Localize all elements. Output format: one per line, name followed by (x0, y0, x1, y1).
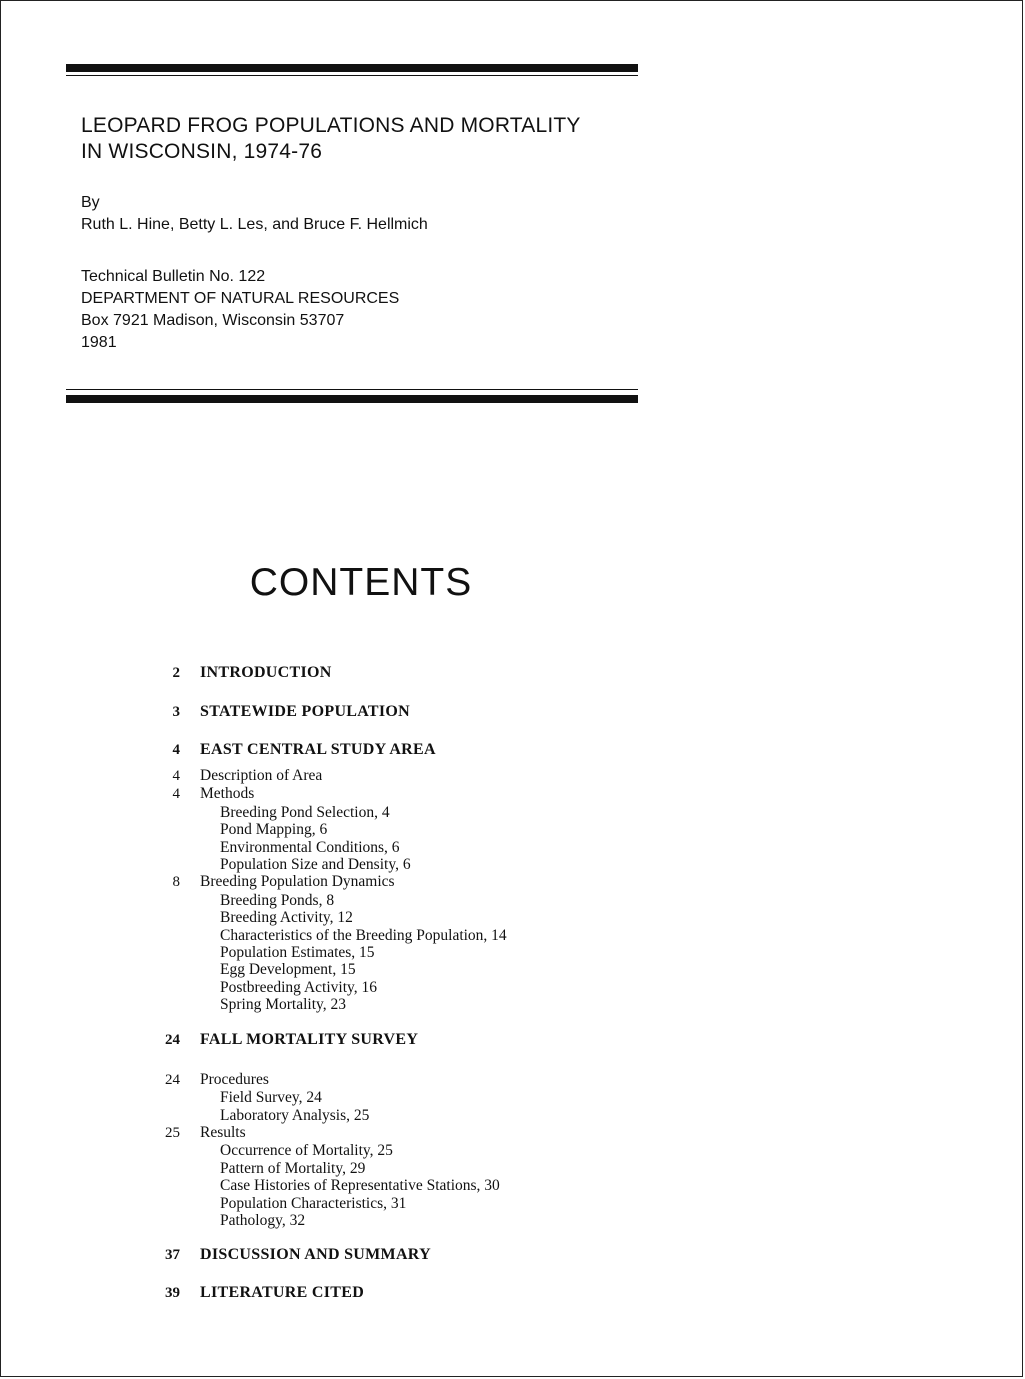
toc-label: STATEWIDE POPULATION (200, 703, 411, 720)
toc-page-number: 24 (165, 1031, 180, 1048)
toc-label: Case Histories of Representative Stations, 30 (220, 1177, 500, 1195)
toc-label: Occurrence of Mortality, 25 (220, 1142, 393, 1160)
toc-label: Population Estimates, 15 (220, 944, 375, 962)
toc-entry-description-of-area (150, 767, 650, 785)
toc-subentry (150, 856, 650, 873)
toc-label: Description of Area (200, 767, 323, 784)
toc-label: Laboratory Analysis, 25 (220, 1106, 370, 1124)
address: Box 7921 Madison, Wisconsin 53707 (81, 312, 345, 329)
table-of-contents (150, 661, 650, 1305)
publication-info (81, 266, 399, 354)
toc-label: LITERATURE CITED (200, 1284, 365, 1302)
toc-label: Characteristics of the Breeding Population, 14 (220, 926, 507, 944)
toc-subentry (150, 892, 650, 909)
toc-subentry (150, 1107, 650, 1124)
toc-entry-statewide-population (150, 700, 650, 724)
department-name: DEPARTMENT OF NATURAL RESOURCES (81, 290, 400, 307)
toc-entry-fall-mortality-survey (150, 1028, 650, 1052)
toc-page-number: 24 (165, 1071, 180, 1088)
toc-entry-literature-cited (150, 1281, 650, 1305)
toc-subentry (150, 1142, 650, 1159)
top-thick-rule (66, 64, 638, 72)
toc-label: EAST CENTRAL STUDY AREA (200, 741, 436, 758)
toc-subentry (150, 839, 650, 856)
bulletin-number: Technical Bulletin No. 122 (81, 268, 266, 285)
toc-entry-procedures (150, 1071, 650, 1089)
toc-label: Pond Mapping, 6 (220, 821, 328, 839)
toc-label: Environmental Conditions, 6 (220, 838, 400, 856)
toc-label: Results (200, 1123, 246, 1141)
toc-label: Pathology, 32 (220, 1211, 306, 1229)
toc-page-number: 8 (172, 874, 180, 891)
toc-subentry (150, 909, 650, 926)
toc-label: Egg Development, 15 (220, 961, 356, 979)
by-label: By (81, 194, 100, 211)
publication-year: 1981 (81, 334, 117, 351)
toc-page-number: 39 (165, 1285, 180, 1302)
toc-page-number: 37 (165, 1247, 180, 1264)
toc-label: Population Size and Density, 6 (220, 856, 411, 874)
toc-label: Breeding Ponds, 8 (220, 891, 335, 909)
toc-subentry (150, 961, 650, 978)
toc-page-number: 4 (172, 742, 180, 758)
toc-label: Procedures (200, 1070, 269, 1088)
toc-label: Methods (200, 785, 255, 803)
toc-label: Breeding Pond Selection, 4 (220, 803, 390, 821)
toc-label: Spring Mortality, 23 (220, 996, 347, 1014)
toc-subentry (150, 1160, 650, 1177)
byline (81, 192, 428, 236)
toc-subentry (150, 821, 650, 838)
toc-label: FALL MORTALITY SURVEY (200, 1030, 419, 1048)
toc-entry-introduction (150, 661, 650, 685)
toc-label: Population Characteristics, 31 (220, 1194, 407, 1212)
authors: Ruth L. Hine, Betty L. Les, and Bruce F. Hellmich (81, 216, 428, 233)
toc-subentry (150, 996, 650, 1013)
top-thin-rule (66, 75, 638, 76)
toc-subentry (150, 944, 650, 961)
toc-label: Breeding Activity, 12 (220, 909, 353, 927)
toc-subentry (150, 804, 650, 821)
toc-label: Field Survey, 24 (220, 1089, 322, 1107)
toc-fall-subsections (150, 1071, 650, 1230)
toc-subentry (150, 927, 650, 944)
toc-label: Pattern of Mortality, 29 (220, 1159, 366, 1177)
toc-entry-discussion-and-summary (150, 1243, 650, 1267)
bottom-thin-rule (66, 389, 638, 390)
toc-label: INTRODUCTION (200, 664, 332, 681)
toc-entry-breeding-population-dynamics (150, 873, 650, 891)
toc-label: Postbreeding Activity, 16 (220, 978, 377, 996)
toc-page-number: 4 (172, 768, 180, 784)
toc-entry-east-central-study-area (150, 738, 650, 762)
toc-subentry (150, 1089, 650, 1106)
toc-page-number: 4 (172, 786, 180, 803)
toc-entry-methods (150, 785, 650, 803)
toc-page-number: 25 (165, 1124, 180, 1141)
toc-subentry (150, 979, 650, 996)
toc-page-number: 3 (172, 704, 180, 720)
toc-subentry (150, 1195, 650, 1212)
contents-heading: CONTENTS (249, 561, 473, 604)
toc-east-central-subsections (150, 767, 650, 1014)
toc-entry-results (150, 1124, 650, 1142)
title-line-1: LEOPARD FROG POPULATIONS AND MORTALITY (81, 114, 581, 137)
toc-label: Breeding Population Dynamics (200, 873, 395, 891)
bottom-thick-rule (66, 395, 638, 403)
document-title (81, 113, 641, 165)
toc-label: DISCUSSION AND SUMMARY (200, 1246, 431, 1264)
toc-subentry (150, 1177, 650, 1194)
toc-page-number: 2 (172, 665, 180, 681)
title-line-2: IN WISCONSIN, 1974-76 (81, 140, 323, 163)
toc-subentry (150, 1212, 650, 1229)
